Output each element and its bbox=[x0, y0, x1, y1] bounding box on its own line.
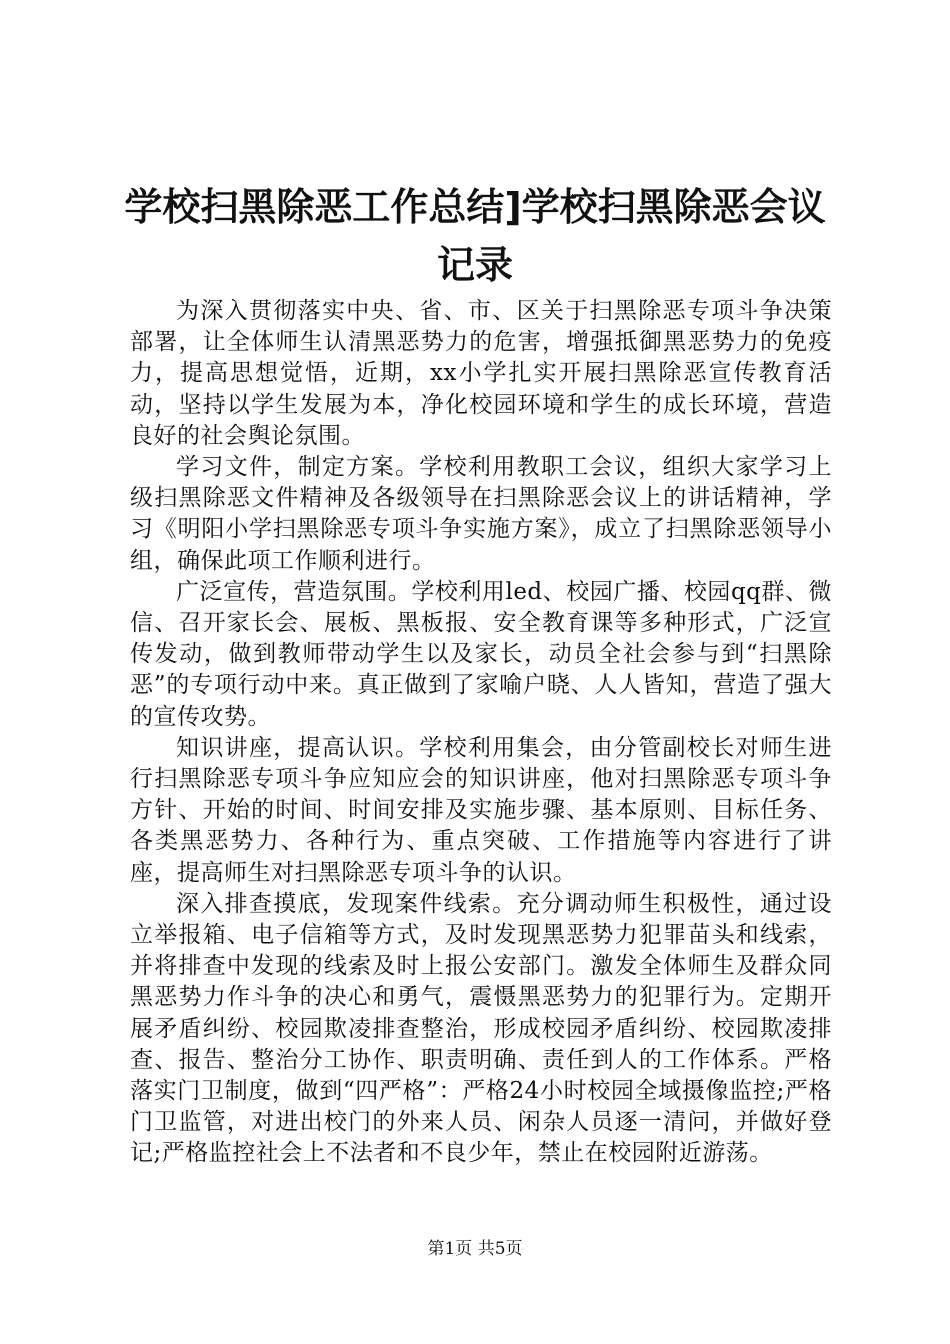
page-footer: 第1页 共5页 bbox=[427, 1239, 523, 1259]
paragraph-study-documents: 学习文件，制定方案。学校利用教职工会议，组织大家学习上级扫黑除恶文件精神及各级领导在扫黑除恶会议上的讲话精神，学习《明阳小学扫黑除恶专项斗争实施方案》，成立了扫黑除恶领导小组，确保此项工作顺利进行。 bbox=[130, 454, 832, 574]
paragraph-publicity: 广泛宣传，营造氛围。学校利用led、校园广播、校园qq群、微信、召开家长会、展板、黑板报、安全教育课等多种形式，广泛宣传发动，做到教师带动学生以及家长，动员全社会参与到“扫黑除恶”的专项行动中来。真正做到了家喻户晓、人人皆知，营造了强大的宣传攻势。 bbox=[130, 578, 832, 730]
paragraph-intro: 为深入贯彻落实中央、省、市、区关于扫黑除恶专项斗争决策部署，让全体师生认清黑恶势力的危害，增强抵御黑恶势力的免疫力，提高思想觉悟，近期，xx小学扎实开展扫黑除恶宣传教育活动，坚持以学生发展为本，净化校园环境和学生的成长环境，营造良好的社会舆论氛围。 bbox=[130, 298, 832, 449]
document-body bbox=[130, 296, 832, 1170]
paragraph-investigation: 深入排查摸底，发现案件线索。充分调动师生积极性，通过设立举报箱、电子信箱等方式，及时发现黑恶势力犯罪苗头和线索，并将排查中发现的线索及时上报公安部门。激发全体师生及群众同黑恶势力作斗争的决心和勇气，震慑黑恶势力的犯罪行为。定期开展矛盾纠纷、校园欺凌排查整治，形成校园矛盾纠纷、校园欺凌排查、报告、整治分工协作、职责明确、责任到人的工作体系。严格落实门卫制度，做到“四严格”：严格24小时校园全域摄像监控;严格门卫监管，对进出校门的外来人员、闲杂人员逐一清问，并做好登记;严格监控社会上不法者和不良少年，禁止在校园附近游荡。 bbox=[130, 890, 832, 1167]
document-title: 学校扫黑除恶工作总结]学校扫黑除恶会议记录 bbox=[124, 185, 826, 287]
paragraph-lecture: 知识讲座，提高认识。学校利用集会，由分管副校长对师生进行扫黑除恶专项斗争应知应会的知识讲座，他对扫黑除恶专项斗争方针、开始的时间、时间安排及实施步骤、基本原则、目标任务、各类黑恶势力、各种行为、重点突破、工作措施等内容进行了讲座，提高师生对扫黑除恶专项斗争的认识。 bbox=[130, 734, 832, 886]
